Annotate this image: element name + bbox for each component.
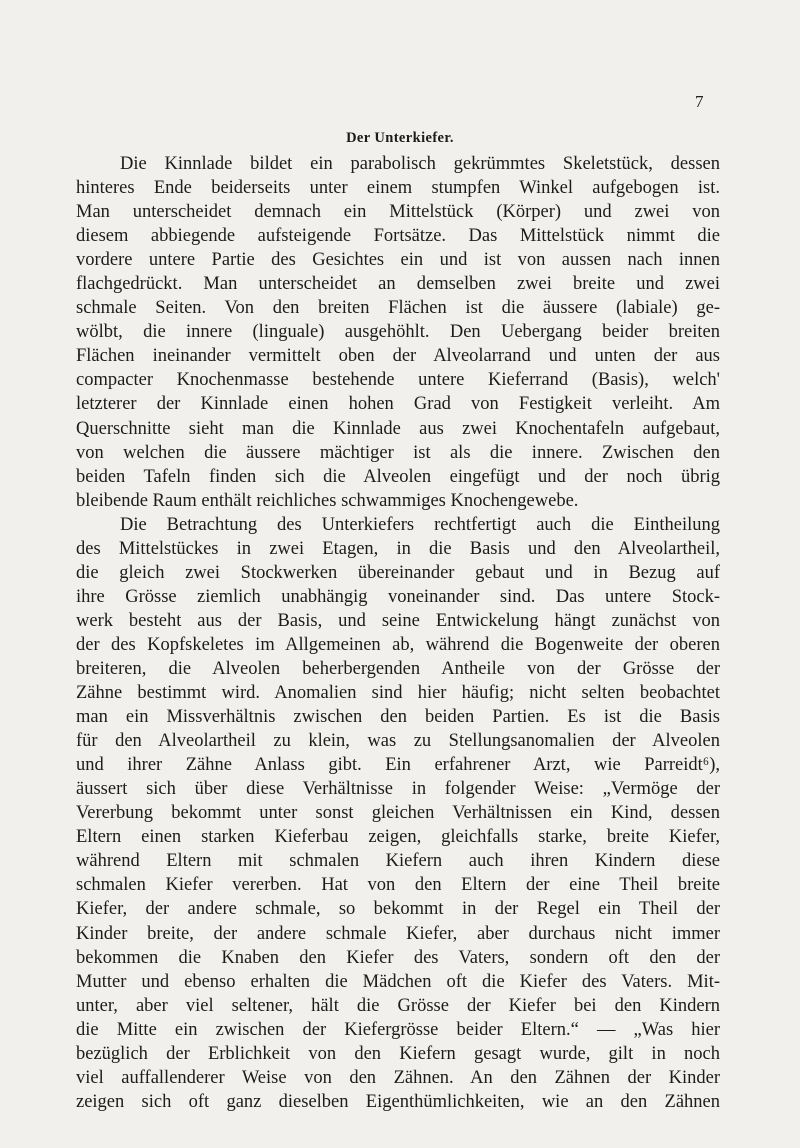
text-line: compacter Knochenmasse bestehende untere Kieferrand (Basis), welch' [76, 370, 720, 391]
body-text [76, 152, 720, 1114]
text-line: Die Kinnlade bildet ein parabolisch gekrümmtes Skeletstück, dessen [120, 154, 720, 174]
text-line: von welchen die äussere mächtiger ist als die innere. Zwischen den [76, 442, 720, 463]
text-line: breiteren, die Alveolen beherbergenden Antheile von der Grösse der [76, 658, 720, 679]
text-line: werk besteht aus der Basis, und seine Entwickelung hängt zunächst von [76, 610, 720, 631]
text-line: hinteres Ende beiderseits unter einem stumpfen Winkel aufgebogen ist. [76, 178, 720, 199]
text-line: beiden Tafeln finden sich die Alveolen eingefügt und der noch übrig [76, 466, 720, 487]
text-line: zeigen sich oft ganz dieselben Eigenthümlichkeiten, wie an den Zähnen [76, 1091, 720, 1112]
text-line: schmalen Kiefer vererben. Hat von den Eltern der eine Theil breite [76, 875, 720, 896]
text-line: diesem abbiegende aufsteigende Fortsätze. Das Mittelstück nimmt die [76, 226, 720, 247]
text-line: unter, aber viel seltener, hält die Grösse der Kiefer bei den Kindern [76, 995, 720, 1016]
text-line: des Mittelstückes in zwei Etagen, in die Basis und den Alveolartheil, [76, 538, 720, 559]
text-line: für den Alveolartheil zu klein, was zu Stellungsanomalien der Alveolen [76, 731, 720, 752]
text-line: letzterer der Kinnlade einen hohen Grad von Festigkeit verleiht. Am [76, 394, 720, 415]
text-line: Kiefer, der andere schmale, so bekommt in der Regel ein Theil der [76, 899, 720, 920]
text-line: und ihrer Zähne Anlass gibt. Ein erfahrener Arzt, wie Parreidt⁶), [76, 755, 720, 776]
text-line: ihre Grösse ziemlich unabhängig voneinander sind. Das untere Stock- [76, 586, 720, 607]
text-line: Eltern einen starken Kieferbau zeigen, gleichfalls starke, breite Kiefer, [76, 827, 720, 848]
section-heading: Der Unterkiefer. [346, 130, 454, 146]
text-line: schmale Seiten. Von den breiten Flächen ist die äussere (labiale) ge- [76, 298, 720, 319]
text-line: vordere untere Partie des Gesichtes ein und ist von aussen nach innen [76, 250, 720, 271]
text-line: die gleich zwei Stockwerken übereinander gebaut und in Bezug auf [76, 562, 720, 583]
text-line: äussert sich über diese Verhältnisse in folgender Weise: „Vermöge der [76, 779, 720, 800]
text-line: Querschnitte sieht man die Kinnlade aus zwei Knochentafeln aufgebaut, [76, 418, 720, 439]
text-line: bekommen die Knaben den Kiefer des Vaters, sondern oft den der [76, 947, 720, 968]
text-line: Flächen ineinander vermittelt oben der Alveolarrand und unten der aus [76, 346, 720, 367]
text-line: der des Kopfskeletes im Allgemeinen ab, während die Bogenweite der oberen [76, 634, 720, 655]
text-line: Vererbung bekommt unter sonst gleichen Verhältnissen ein Kind, dessen [76, 803, 720, 824]
text-line: viel auffallenderer Weise von den Zähnen. An den Zähnen der Kinder [76, 1067, 720, 1088]
text-line: wölbt, die innere (linguale) ausgehöhlt. Den Uebergang beider breiten [76, 322, 720, 343]
text-line: flachgedrückt. Man unterscheidet an demselben zwei breite und zwei [76, 274, 720, 295]
text-line: die Mitte ein zwischen der Kiefergrösse beider Eltern.“ — „Was hier [76, 1019, 720, 1040]
text-line: Die Betrachtung des Unterkiefers rechtfertigt auch die Eintheilung [120, 514, 720, 535]
text-line: Kinder breite, der andere schmale Kiefer, aber durchaus nicht immer [76, 923, 720, 944]
text-line: man ein Missverhältnis zwischen den beiden Partien. Es ist die Basis [76, 707, 720, 728]
text-line: während Eltern mit schmalen Kiefern auch ihren Kindern diese [76, 851, 720, 872]
page-number: 7 [695, 92, 704, 111]
text-line: Zähne bestimmt wird. Anomalien sind hier häufig; nicht selten beobachtet [76, 683, 720, 704]
text-line: Man unterscheidet demnach ein Mittelstück (Körper) und zwei von [76, 202, 720, 223]
text-line: bezüglich der Erblichkeit von den Kiefern gesagt wurde, gilt in noch [76, 1043, 720, 1064]
text-line: bleibende Raum enthält reichliches schwammiges Knochengewebe. [76, 490, 579, 511]
text-line: Mutter und ebenso erhalten die Mädchen oft die Kiefer des Vaters. Mit- [76, 971, 720, 992]
